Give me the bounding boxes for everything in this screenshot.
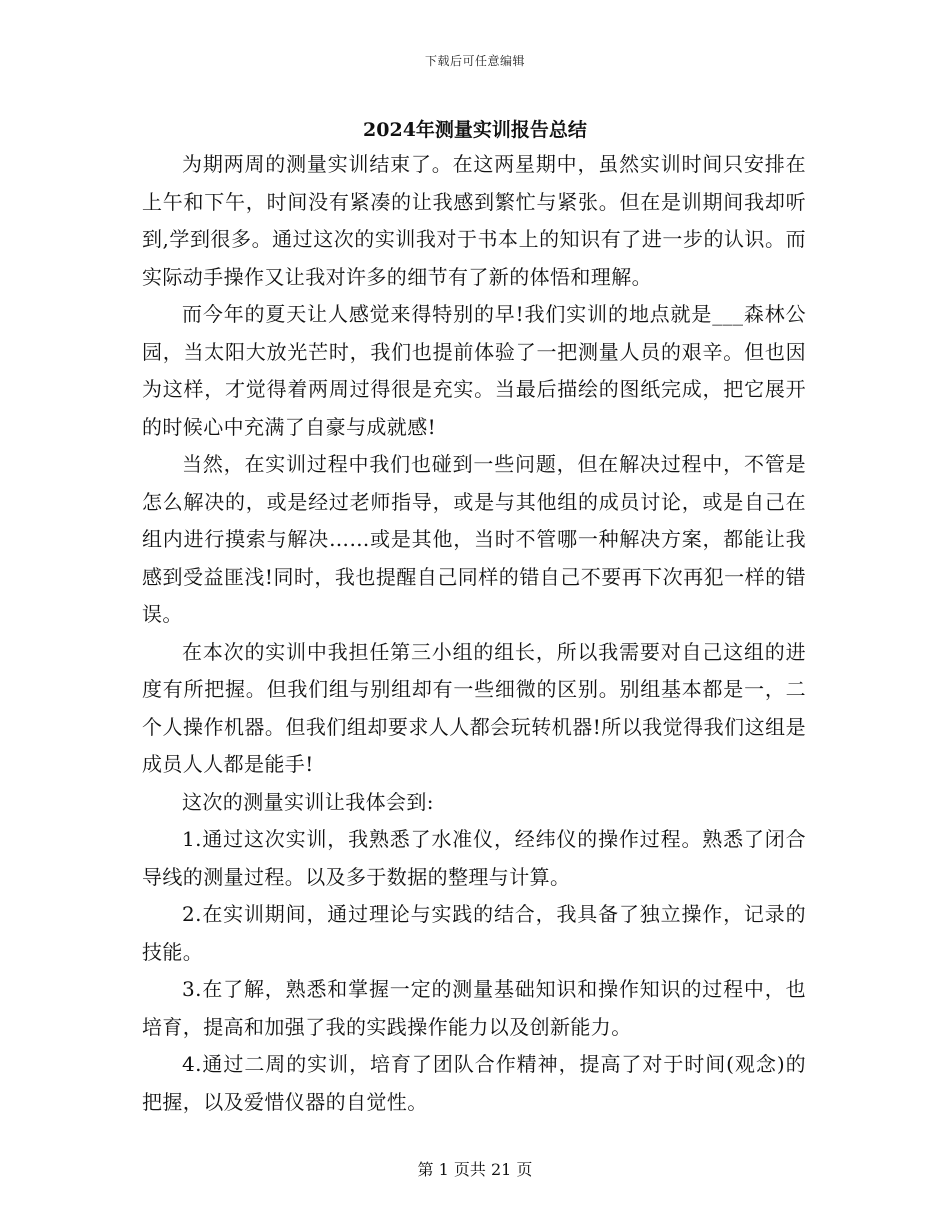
document-body bbox=[142, 146, 806, 1121]
page-number: 第 1 页共 21 页 bbox=[417, 1160, 533, 1179]
list-item: 1.通过这次实训，我熟悉了水准仪，经纬仪的操作过程。熟悉了闭合导线的测量过程。以及多于数据的整理与计算。 bbox=[142, 827, 806, 889]
paragraph: 为期两周的测量实训结束了。在这两星期中，虽然实训时间只安排在上午和下午，时间没有紧凑的让我感到繁忙与紧张。但在是训期间我却听到,学到很多。通过这次的实训我对于书本上的知识有了进一步的认识。而实际动手操作又让我对许多的细节有了新的体悟和理解。 bbox=[142, 152, 806, 289]
document-title: 2024年测量实训报告总结 bbox=[363, 119, 587, 141]
paragraph: 而今年的夏天让人感觉来得特别的早!我们实训的地点就是___森林公园，当太阳大放光芒时，我们也提前体验了一把测量人员的艰辛。但也因为这样，才觉得着两周过得很是充实。当最后描绘的图纸完成，把它展开的时候心中充满了自豪与成就感! bbox=[142, 302, 806, 439]
paragraph: 这次的测量实训让我体会到: bbox=[182, 789, 434, 814]
paragraph: 在本次的实训中我担任第三小组的组长，所以我需要对自己这组的进度有所把握。但我们组与别组却有一些细微的区别。别组基本都是一，二个人操作机器。但我们组却要求人人都会玩转机器!所以我觉得我们这组是成员人人都是能手! bbox=[142, 639, 806, 776]
list-item: 2.在实训期间，通过理论与实践的结合，我具备了独立操作，记录的技能。 bbox=[142, 902, 806, 964]
paragraph: 当然，在实训过程中我们也碰到一些问题，但在解决过程中，不管是怎么解决的，或是经过老师指导，或是与其他组的成员讨论，或是自己在组内进行摸索与解决……或是其他，当时不管哪一种解决方案，都能让我感到受益匪浅!同时，我也提醒自己同样的错自己不要再下次再犯一样的错误。 bbox=[142, 452, 806, 626]
list-item: 4.通过二周的实训，培育了团队合作精神，提高了对于时间(观念)的把握，以及爱惜仪器的自觉性。 bbox=[142, 1052, 806, 1114]
list-item: 3.在了解，熟悉和掌握一定的测量基础知识和操作知识的过程中，也培育，提高和加强了我的实践操作能力以及创新能力。 bbox=[142, 977, 806, 1039]
page-header-note: 下载后可任意编辑 bbox=[424, 54, 525, 68]
